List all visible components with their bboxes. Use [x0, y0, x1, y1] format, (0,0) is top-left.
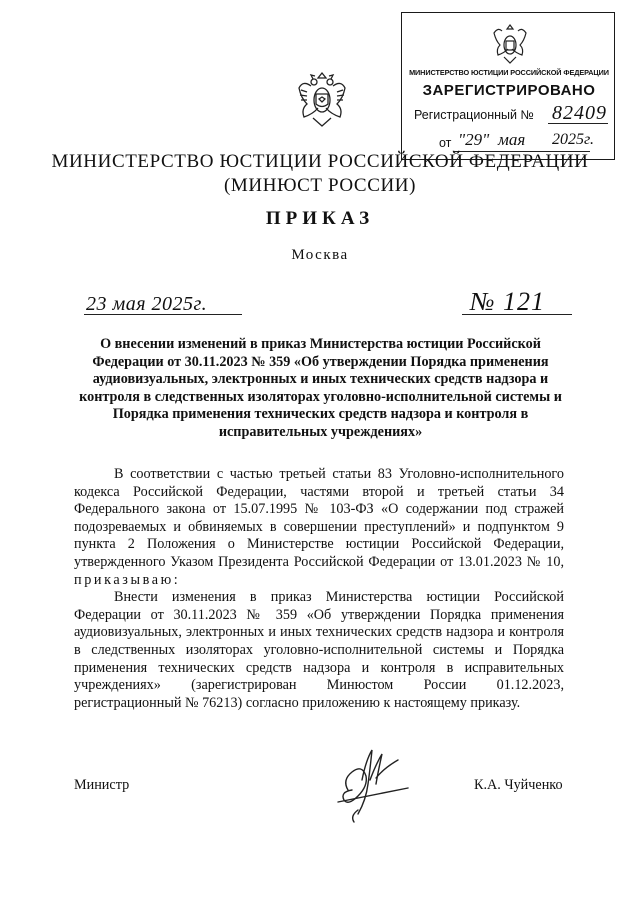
- stamp-status: ЗАРЕГИСТРИРОВАНО: [422, 82, 596, 99]
- order-number-underline: [462, 314, 572, 315]
- double-headed-eagle-emblem-icon: [296, 70, 348, 128]
- stamp-organization: МИНИСТЕРСТВО ЮСТИЦИИ РОССИЙСКОЙ ФЕДЕРАЦИИ: [409, 68, 609, 77]
- order-body: [74, 466, 564, 712]
- stamp-number-underline: [548, 123, 608, 124]
- order-date: 23 мая 2025г.: [86, 293, 208, 315]
- document-type: ПРИКАЗ: [265, 208, 375, 229]
- stamp-reg-number-label: Регистрационный №: [414, 108, 534, 122]
- order-date-underline: [84, 314, 242, 315]
- body-paragraph-2: Внести изменения в приказ Министерства юстиции Российской Федерации от 30.11.2023 № 359 «Об утверждении Порядка применения аудиовизуальных, электронных и иных технических средств надзора и контроля в следственных изоляторах уголовно-исполнительной системы и Порядка применения технических средств надзора и контроля в исправительных учреждениях» (зарегистрирован Минюстом России 01.12.2023, регистрационный № 76213) согласно приложению к настоящему приказу.: [74, 589, 564, 711]
- registration-stamp: [401, 12, 615, 160]
- stamp-date-year: 2025г.: [552, 131, 595, 148]
- signatory-position: Министр: [74, 777, 130, 793]
- order-number: № 121: [470, 287, 546, 316]
- body-paragraph-1-text: В соответствии с частью третьей статьи 83 Уголовно-исполнительного кодекса Российской Федерации, частями второй и третьей статьи 34 Федерального закона от 15.07.1995 № 103-ФЗ «О содержании под стражей подозреваемых и обвиняемых в совершении преступлений» и подпунктом 9 пункта 2 Положения о Министерстве юстиции Российской Федерации, утвержденного Указом Президента Российской Федерации от 13.01.2023 № 10,: [74, 466, 564, 570]
- order-title: О внесении изменений в приказ Министерства юстиции Российской Федерации от 30.11.2023 № 359 «Об утверждении Порядка применения аудиовизуальных, электронных и иных технических средств надзора и контроля в следственных изоляторах уголовно-исполнительной системы и Порядка применения технических средств надзора и контроля в исправительных учреждениях»: [79, 336, 562, 440]
- stamp-date-day: "29": [458, 130, 490, 149]
- stamp-date-month: мая: [498, 130, 526, 149]
- handwritten-signature: [318, 740, 428, 830]
- stamp-reg-number: 82409: [552, 102, 607, 124]
- ministry-name-line2: (МИНЮСТ РОССИИ): [223, 175, 417, 196]
- order-word: приказываю:: [74, 571, 181, 588]
- stamp-date-prefix: от: [439, 136, 452, 150]
- document-city: Москва: [291, 247, 349, 263]
- ministry-name: [0, 150, 640, 198]
- coat-of-arms-icon: [490, 21, 530, 65]
- signatory-name: К.А. Чуйченко: [474, 777, 563, 793]
- ministry-name-line1: МИНИСТЕРСТВО ЮСТИЦИИ РОССИЙСКОЙ ФЕДЕРАЦИИ: [51, 151, 589, 172]
- body-paragraph-1: [74, 466, 564, 589]
